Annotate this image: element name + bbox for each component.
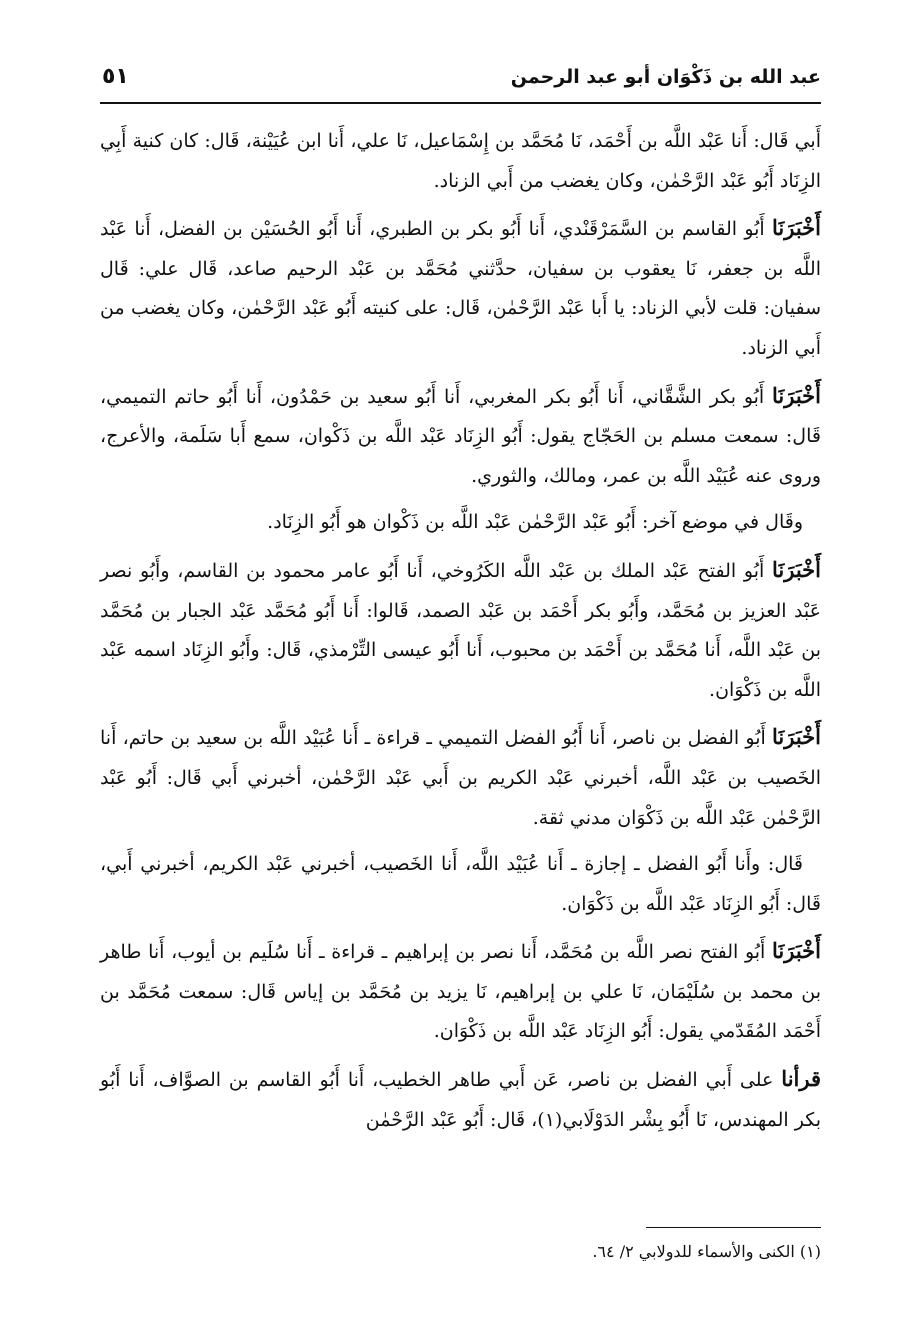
header-title: عبد الله بن ذَكْوَان أبو عبد الرحمن [510,66,821,88]
text-paragraph [100,376,821,497]
paragraph-lead-word: أَخْبَرَنَا [772,938,821,964]
text-paragraph [100,550,821,710]
paragraph-lead-word: أَخْبَرَنَا [772,556,821,582]
paragraph-text: أَبُو بكر الشَّقَّاني، أَنا أَبُو بكر المغربي، أَنا أَبُو سعيد بن حَمْدُون، أَنا أَبُو حاتم التميمي، قَال: سمعت مسلم بن الحَجّاج يقول: أَبُو الزِنَاد عَبْد اللَّه بن ذَكْوان، سمع أَبا سَلَمة، والأعرج، وروى عنه عُبَيْد اللَّه بن عمر، ومالك، والثوري. [100,385,821,487]
footnote-divider [646,1227,821,1228]
paragraph-text: أَبُو الفتح نصر اللَّه بن مُحَمَّد، أَنا نصر بن إبراهيم ـ قراءة ـ أَنا سُلَيم بن أيوب، أَنا طاهر بن محمد بن سُلَيْمَان، نَا علي بن إبراهيم، نَا يزيد بن مُحَمَّد بن إياس قَال: سمعت مُحَمَّد بن أَحْمَد المُقَدّمي يقول: أَبُو الزِنَاد عَبْد اللَّه بن ذَكْوَان. [100,941,821,1043]
paragraph-text: على أَبي الفضل بن ناصر، عَن أَبي طاهر الخطيب، أَنا أَبُو القاسم بن الصوَّاف، أَنا أَبُو بكر المهندس، نَا أَبُو بِشْر الدَوْلَابي(١)، قَال: أَبُو عَبْد الرَّحْمٰن [100,1069,821,1131]
footnote: (١) الكنى والأسماء للدولابي ٢/ ٦٤. [592,1242,821,1261]
body-text [100,122,821,1147]
text-paragraph [100,208,821,368]
paragraph-text: أَبي قَال: أَنا عَبْد اللَّه بن أَحْمَد، نَا مُحَمَّد بن إِسْمَاعيل، نَا علي، أَنا ابن عُيَيْنة، قَال: كان كنية أَبِي الزِنَاد أَبُو عَبْد الرَّحْمٰن، وكان يغضب من أَبي الزناد. [100,130,821,192]
paragraph-text: وقَال في موضع آخر: أَبُو عَبْد الرَّحْمٰن عَبْد اللَّه بن ذَكْوان هو أَبُو الزِنَاد. [267,511,803,534]
running-header [100,62,821,104]
text-paragraph [100,1059,821,1140]
paragraph-lead-word: أَخْبَرَنَا [772,215,821,241]
page-number: ٥١ [102,64,129,89]
paragraph-text: قَال: وأَنا أَبُو الفضل ـ إجازة ـ أَنا عُبَيْد اللَّه، أَنا الخَصيب، أخبرني عَبْد الكريم، أخبرني أَبي، قَال: أَبُو الزِنَاد عَبْد اللَّه بن ذَكْوَان. [100,853,821,915]
paragraph-text: أَبُو الفضل بن ناصر، أَنا أَبُو الفضل التميمي ـ قراءة ـ أَنا عُبَيْد اللَّه بن سعيد بن حاتم، أَنا الخَصيب بن عَبْد اللَّه، أخبرني عَبْد الكريم بن أَبي عَبْد الرَّحْمٰن، أخبرني أَبي قَال: أَبُو عَبْد الرَّحْمٰن عَبْد اللَّه بن ذَكْوَان مدني ثقة. [100,727,821,829]
paragraph-text: أَبُو الفتح عَبْد الملك بن عَبْد اللَّه الكَرُوخي، أَنا أَبُو عامر محمود بن القاسم، وأَبُو نصر عَبْد العزيز بن مُحَمَّد، وأَبُو بكر أَحْمَد بن عَبْد الصمد، قَالوا: أَنا أَبُو مُحَمَّد عَبْد الجبار بن مُحَمَّد بن عَبْد اللَّه، أَنا مُحَمَّد بن أَحْمَد بن محبوب، أَنا أَبُو عيسى التِّرْمذي، قَال: وأَبُو الزِنَاد اسمه عَبْد اللَّه بن ذَكْوَان. [100,559,821,701]
text-paragraph [100,717,821,838]
text-paragraph [100,931,821,1052]
text-paragraph [100,122,821,201]
paragraph-text: أَبُو القاسم بن السَّمَرْقَنْدي، أَنا أَبُو بكر بن الطبري، أَنا أَبُو الحُسَيْن بن الفضل، أَنا عَبْد اللَّه بن جعفر، نَا يعقوب بن سفيان، حدَّثني مُحَمَّد بن عَبْد الرحيم صاعد، قَال علي: قَال سفيان: قلت لأبي الزناد: يا أَبا عَبْد الرَّحْمٰن، قَال: على كنيته أَبُو عَبْد الرَّحْمٰن، وكان يغضب من أَبي الزناد. [100,218,821,359]
paragraph-lead-word: أَخْبَرَنَا [772,724,821,750]
paragraph-lead-word: أَخْبَرَنَا [772,382,821,408]
paragraph-lead-word: قرأنا [781,1066,821,1092]
text-paragraph [100,845,821,924]
text-paragraph [100,503,821,543]
